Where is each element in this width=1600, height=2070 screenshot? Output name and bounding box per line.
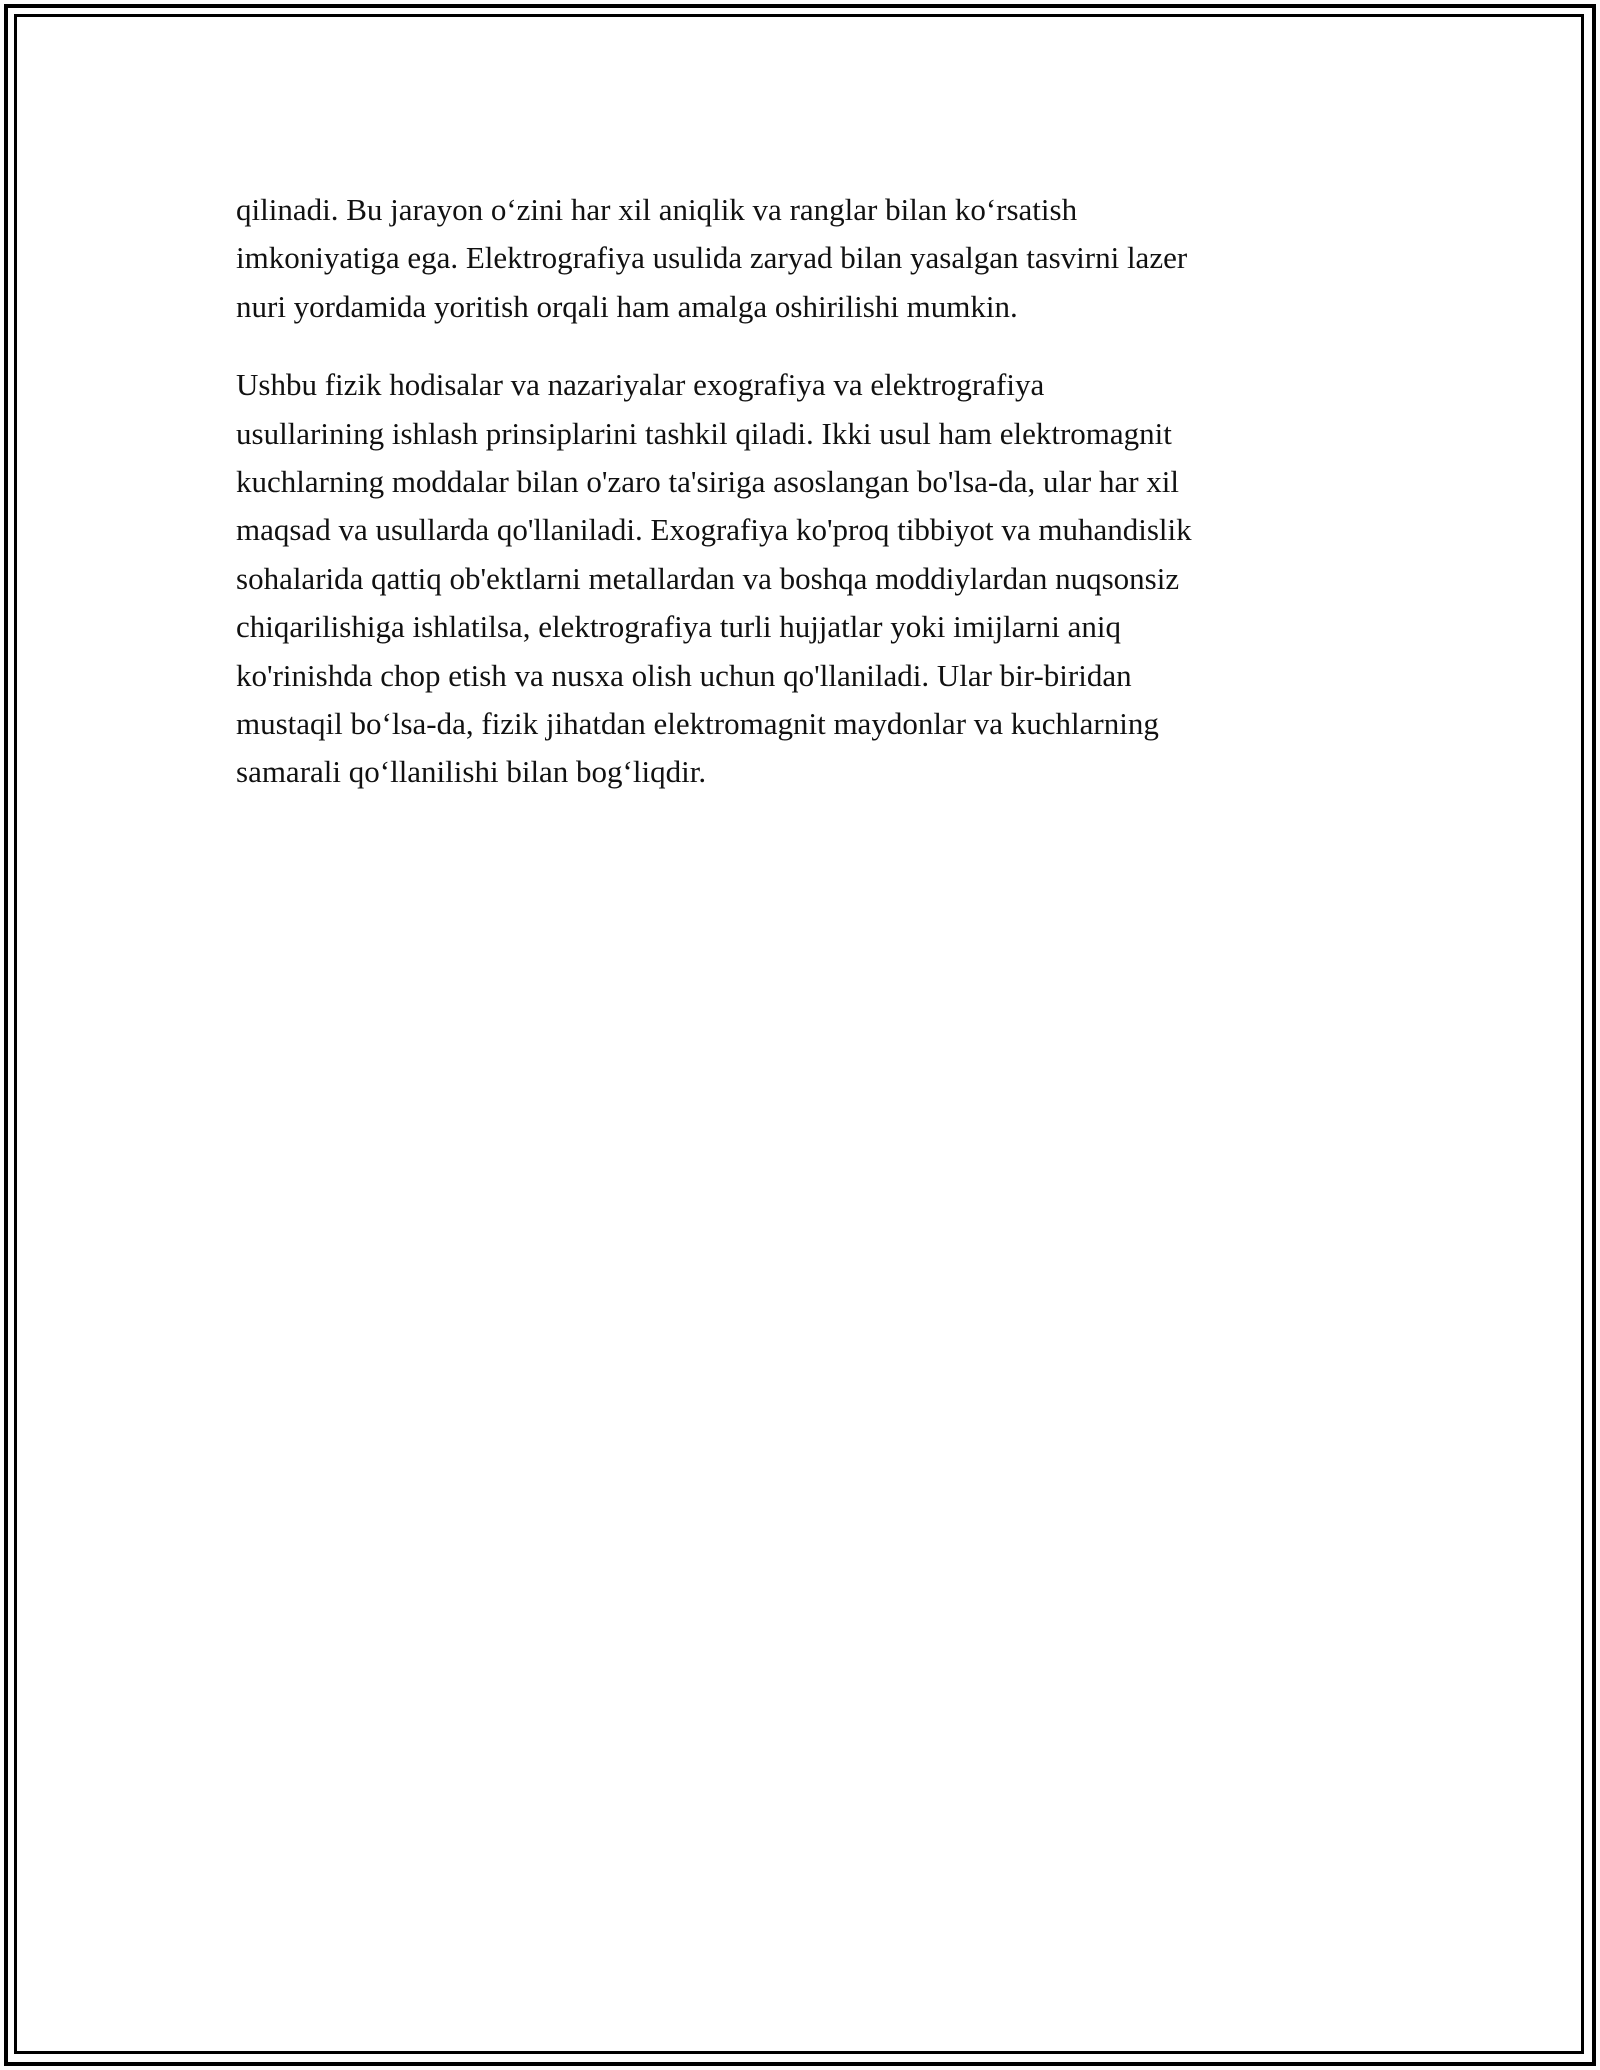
paragraph-2: Ushbu fizik hodisalar va nazariyalar exografiya va elektrografiya usullarining ishlash prinsiplarini tashkil qiladi. Ikki usul ham elektromagnit kuchlarning moddalar bilan o'zaro ta'siriga asoslangan bo'lsa-da, ular har xil maqsad va usullarda qo'llaniladi. Exografiya ko'proq tibbiyot va muhandislik sohalarida qattiq ob'ektlarni metallardan va boshqa moddiylardan nuqsonsiz chiqarilishiga ishlatilsa, elektrografiya turli hujjatlar yoki imijlarni aniq ko'rinishda chop etish va nusxa olish uchun qo'llaniladi. Ular bir-biridan mustaqil bo‘lsa-da, fizik jihatdan elektromagnit maydonlar va kuchlarning samarali qo‘llanilishi bilan bog‘liqdir. [236, 367, 1192, 790]
paragraph-1: qilinadi. Bu jarayon o‘zini har xil aniqlik va ranglar bilan ko‘rsatish imkoniyatiga ega. Elektrografiya usulida zaryad bilan yasalgan tasvirni lazer nuri yordamida yoritish orqali ham amalga oshirilishi mumkin. [236, 192, 1188, 324]
document-body [236, 186, 1376, 797]
